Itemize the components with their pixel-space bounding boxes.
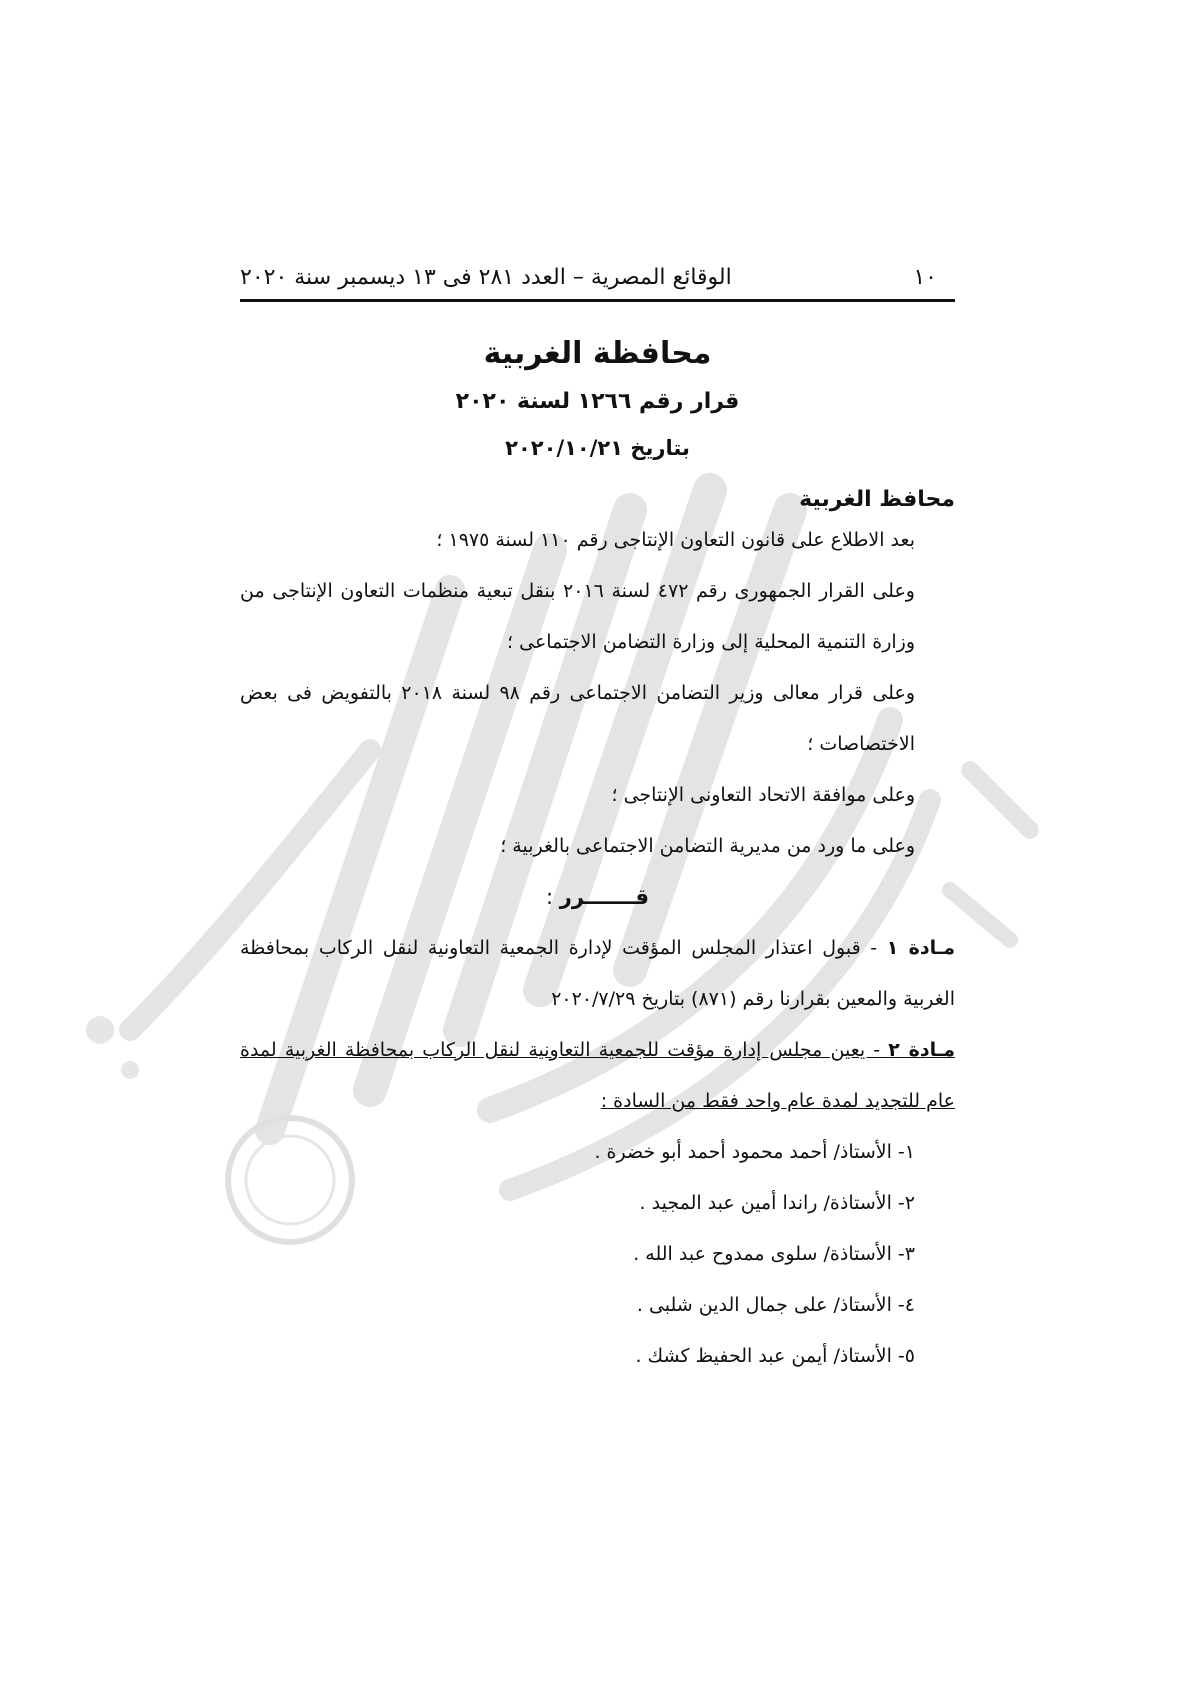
page-header [240, 265, 955, 302]
resolved-heading [240, 872, 955, 923]
preamble-line: بعد الاطلاع على قانون التعاون الإنتاجى رقم ١١٠ لسنة ١٩٧٥ ؛ [436, 528, 915, 551]
resolved-label: قـــــــرر [559, 884, 649, 909]
article-1-label: مـادة ١ [886, 936, 955, 959]
member-item: ٢- الأستاذة/ راندا أمين عبد المجيد . [639, 1191, 915, 1214]
preamble-line: وعلى موافقة الاتحاد التعاونى الإنتاجى ؛ [611, 783, 915, 806]
article-2 [240, 1025, 955, 1127]
article-1 [240, 923, 955, 1025]
issuer-title: محافظ الغربية [799, 487, 955, 513]
page-number: ١٠ [913, 265, 937, 290]
member-item: ٥- الأستاذ/ أيمن عبد الحفيظ كشك . [635, 1344, 915, 1367]
article-1-text: - قبول اعتذار المجلس المؤقت لإدارة الجمعية التعاونية لنقل الركاب بمحافظة الغربية والمعين بقرارنا رقم (٨٧١) بتاريخ ٢٠٢٠/٧/٢٩ [240, 936, 955, 1010]
gazette-page [240, 265, 955, 1382]
gazette-title: الوقائع المصرية – العدد ٢٨١ فى ١٣ ديسمبر سنة ٢٠٢٠ [240, 265, 732, 290]
article-2-label: مـادة ٢ [888, 1038, 955, 1061]
preamble-line: وعلى ما ورد من مديرية التضامن الاجتماعى بالغربية ؛ [500, 834, 915, 857]
preamble-line: وعلى قرار معالى وزير التضامن الاجتماعى رقم ٩٨ لسنة ٢٠١٨ بالتفويض فى بعض الاختصاصات ؛ [240, 681, 915, 755]
resolved-colon: : [546, 884, 560, 909]
member-item: ٤- الأستاذ/ على جمال الدين شلبى . [636, 1293, 915, 1316]
member-item: ١- الأستاذ/ أحمد محمود أحمد أبو خضرة . [594, 1140, 915, 1163]
preamble-line: وعلى القرار الجمهورى رقم ٤٧٢ لسنة ٢٠١٦ بنقل تبعية منظمات التعاون الإنتاجى من وزارة التنمية المحلية إلى وزارة التضامن الاجتماعى ؛ [240, 579, 915, 653]
governorate-title: محافظة الغربية [483, 336, 712, 372]
decree-number: قرار رقم ١٢٦٦ لسنة ٢٠٢٠ [455, 389, 740, 415]
member-item: ٣- الأستاذة/ سلوى ممدوح عبد الله . [633, 1242, 915, 1265]
article-2-text: - يعين مجلس إدارة مؤقت للجمعية التعاونية لنقل الركاب بمحافظة الغربية لمدة عام للتجديد لمدة عام واحد فقط من السادة : [240, 1038, 955, 1112]
decree-date: بتاريخ ٢٠٢٠/١٠/٢١ [505, 435, 690, 460]
